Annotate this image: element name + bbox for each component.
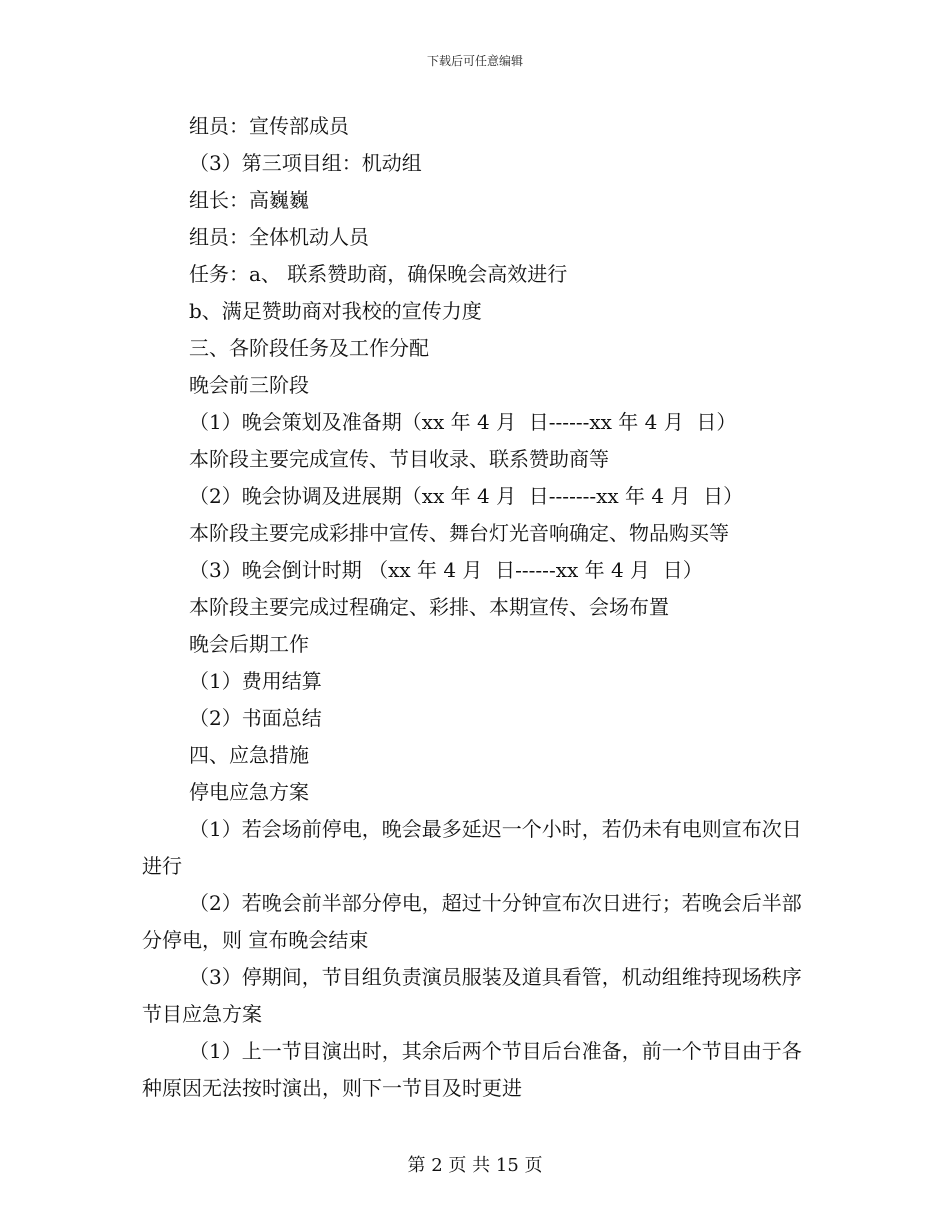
line-15: 晚会后期工作 <box>189 632 309 656</box>
line-10: 本阶段主要完成宣传、节目收录、联系赞助商等 <box>189 447 609 471</box>
line-3: 组长：高巍巍 <box>189 188 309 212</box>
footer-page-number: 2 <box>431 1155 443 1176</box>
line-16: （1）费用结算 <box>189 669 322 693</box>
paragraph-2: （2）若晚会前半部分停电，超过十分钟宣布次日进行；若晚会后半部分停电，则 宣布晚会结束 <box>142 891 802 952</box>
line-11: （2）晚会协调及进展期（xx 年 4 月 日-------xx 年 4 月 日） <box>189 484 744 508</box>
paragraph-3: （3）停期间，节目组负责演员服装及道具看管，机动组维持现场秩序节目应急方案 <box>142 965 802 1026</box>
line-7: 三、各阶段任务及工作分配 <box>189 336 429 360</box>
line-6: b、满足赞助商对我校的宣传力度 <box>189 299 482 323</box>
footer-total-pages: 15 <box>495 1155 519 1176</box>
page-header: 下载后可任意编辑 <box>426 54 523 68</box>
paragraph-4: （1）上一节目演出时，其余后两个节目后台准备，前一个节目由于各种原因无法按时演出，则下一节目及时更进 <box>142 1039 802 1100</box>
line-1: 组员：宣传部成员 <box>189 114 349 138</box>
line-17: （2）书面总结 <box>189 706 322 730</box>
line-5: 任务：a、 联系赞助商，确保晚会高效进行 <box>189 262 568 286</box>
line-19: 停电应急方案 <box>189 780 309 804</box>
line-12: 本阶段主要完成彩排中宣传、舞台灯光音响确定、物品购买等 <box>189 521 729 545</box>
line-14: 本阶段主要完成过程确定、彩排、本期宣传、会场布置 <box>189 595 669 619</box>
line-13: （3）晚会倒计时期 （xx 年 4 月 日------xx 年 4 月 日） <box>189 558 703 582</box>
footer-prefix: 第 <box>407 1155 426 1176</box>
line-9: （1）晚会策划及准备期（xx 年 4 月 日------xx 年 4 月 日） <box>189 410 737 434</box>
line-18: 四、应急措施 <box>189 743 309 767</box>
line-2: （3）第三项目组：机动组 <box>189 151 422 175</box>
footer-suffix: 页 <box>524 1155 543 1176</box>
paragraph-1: （1）若会场前停电，晚会最多延迟一个小时，若仍未有电则宣布次日进行 <box>142 817 802 878</box>
line-8: 晚会前三阶段 <box>189 373 309 397</box>
line-4: 组员：全体机动人员 <box>189 225 369 249</box>
document-body <box>142 108 812 1107</box>
footer-middle: 页 共 <box>448 1155 491 1176</box>
page-footer <box>0 1154 950 1178</box>
